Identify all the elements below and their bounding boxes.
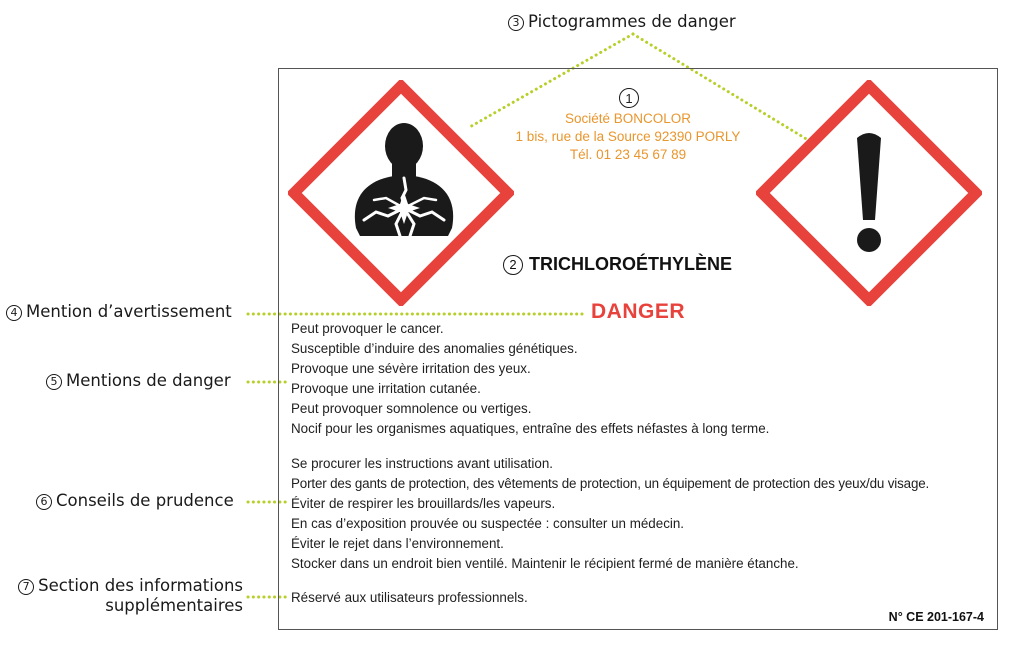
exclamation-mark-icon <box>756 80 982 306</box>
callout-text-line-2: supplémentaires <box>105 596 243 615</box>
callout-text: Mentions de danger <box>66 371 231 390</box>
precautionary-statement: Stocker dans un endroit bien ventilé. Maintenir le récipient fermé de manière étanche. <box>291 556 799 571</box>
hazard-statement: Susceptible d’induire des anomalies génétiques. <box>291 341 578 356</box>
supplier-marker <box>617 88 641 110</box>
precautionary-statement: Éviter de respirer les brouillards/les vapeurs. <box>291 496 556 511</box>
callout-precautionary-statements <box>36 491 234 511</box>
callout-number: 6 <box>36 494 52 510</box>
hazard-statement: Peut provoquer le cancer. <box>291 321 444 336</box>
precautionary-statement: Porter des gants de protection, des vêtements de protection, un équipement de protection des yeux/du visage. <box>291 476 930 491</box>
callout-pictograms <box>508 12 736 32</box>
precautionary-statements <box>291 454 929 574</box>
callout-number: 1 <box>619 88 639 108</box>
product-name-row <box>503 254 732 275</box>
product-name: TRICHLOROÉTHYLÈNE <box>529 254 733 274</box>
supplier-phone: Tél. 01 23 45 67 89 <box>569 147 687 162</box>
precautionary-statement: En cas d’exposition prouvée ou suspectée : consulter un médecin. <box>291 516 685 531</box>
callout-text: Mention d’avertissement <box>26 302 232 321</box>
callout-text: Pictogrammes de danger <box>528 12 736 31</box>
hazard-statement: Nocif pour les organismes aquatiques, entraîne des effets néfastes à long terme. <box>291 421 770 436</box>
callout-number: 2 <box>503 255 523 275</box>
signal-word: DANGER <box>591 300 686 323</box>
precautionary-statement: Se procurer les instructions avant utilisation. <box>291 456 553 471</box>
callout-hazard-statements <box>46 371 231 391</box>
callout-number: 3 <box>508 15 524 31</box>
supplementary-info-text: Réservé aux utilisateurs professionnels. <box>291 590 528 605</box>
callout-number: 7 <box>18 579 34 595</box>
hazard-statement: Provoque une sévère irritation des yeux. <box>291 361 531 376</box>
callout-text: Conseils de prudence <box>56 491 234 510</box>
hazard-statements <box>291 319 769 439</box>
supplementary-info <box>291 588 528 608</box>
callout-number: 4 <box>6 305 22 321</box>
hazard-statement: Peut provoquer somnolence ou vertiges. <box>291 401 532 416</box>
ce-number: N° CE 201-167-4 <box>888 610 984 624</box>
callout-number: 5 <box>46 374 62 390</box>
callout-signal-word <box>6 302 232 322</box>
precautionary-statement: Éviter le rejet dans l’environnement. <box>291 536 504 551</box>
callout-text-line-1: Section des informations <box>38 576 243 595</box>
hazard-statement: Provoque une irritation cutanée. <box>291 381 481 396</box>
supplier-name: Société BONCOLOR <box>564 111 692 126</box>
supplier-address: 1 bis, rue de la Source 92390 PORLY <box>515 129 741 144</box>
callout-supplementary-info <box>8 576 243 616</box>
